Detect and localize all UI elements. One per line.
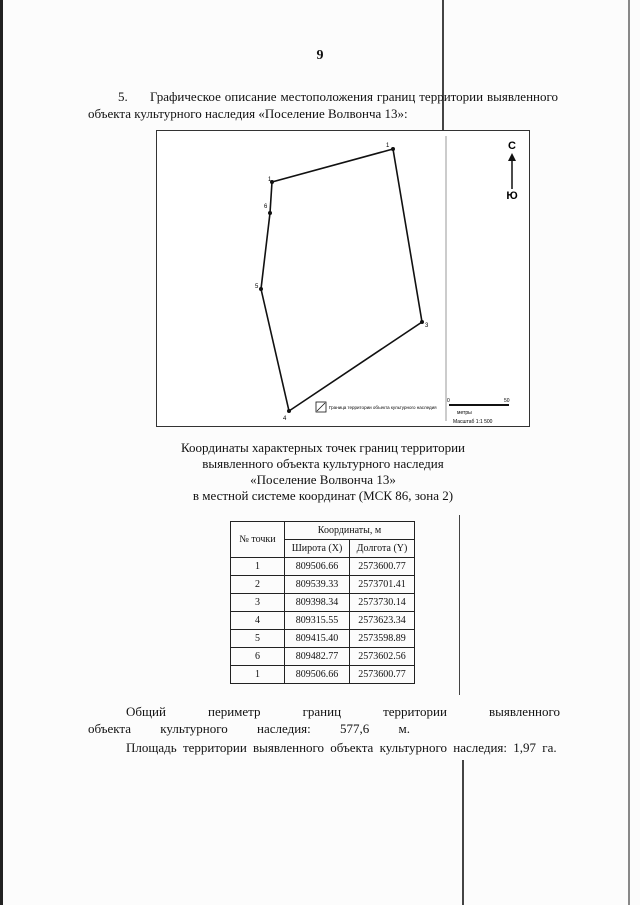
boundary-point: [259, 287, 263, 291]
map-drawing: [157, 131, 529, 426]
cell-y: 2573701.41: [350, 576, 415, 594]
table-row: [231, 630, 415, 648]
legend-text: Граница территории объекта культурного наследия: [329, 405, 437, 410]
boundary-map: [156, 130, 530, 427]
cell-y: 2573623.34: [350, 612, 415, 630]
cell-x: 809539.33: [285, 576, 350, 594]
boundary-polygon: [261, 149, 422, 411]
table-row: [231, 648, 415, 666]
caption-line: «Поселение Волвонча 13»: [250, 472, 396, 487]
point-label-3: 4: [283, 416, 287, 422]
perimeter-text: Общий периметр границ территории выявленного объекта культурного наследия: 577,6 м.: [88, 704, 560, 736]
cell-x: 809506.66: [285, 666, 350, 684]
point-label-2: 3: [425, 323, 429, 329]
cell-y: 2573598.89: [350, 630, 415, 648]
header-coords: Координаты, м: [285, 522, 415, 540]
table-row: [231, 612, 415, 630]
header-lon: Долгота (Y): [350, 540, 415, 558]
scale-start: 0: [447, 398, 450, 404]
caption-line: выявленного объекта культурного наследия: [202, 456, 444, 471]
perimeter-paragraph: [88, 703, 560, 737]
section-number: 5.: [118, 89, 128, 104]
point-label-5: 6: [264, 204, 268, 210]
cell-x: 809415.40: [285, 630, 350, 648]
cell-point: 6: [231, 648, 285, 666]
area-paragraph: [88, 739, 560, 756]
point-label-1: 1: [386, 143, 390, 149]
coordinates-table: [230, 521, 415, 684]
point-label-6: 1: [268, 177, 272, 183]
header-point: № точки: [231, 522, 285, 558]
scan-artifact-line: [459, 515, 460, 695]
cell-point: 5: [231, 630, 285, 648]
north-arrow-head-icon: [508, 153, 516, 161]
table-row: [231, 576, 415, 594]
cell-x: 809506.66: [285, 558, 350, 576]
caption-line: Координаты характерных точек границ территории: [181, 440, 465, 455]
boundary-point: [287, 409, 291, 413]
boundary-point: [391, 147, 395, 151]
section-title: Графическое описание местоположения границ территории выявленного объекта культурного наследия «Поселение Волвонча 13»:: [88, 89, 558, 121]
cell-x: 809482.77: [285, 648, 350, 666]
scale-end: 50: [504, 398, 510, 404]
cell-point: 3: [231, 594, 285, 612]
area-text: Площадь территории выявленного объекта культурного наследия: 1,97 га.: [126, 740, 557, 755]
header-lat: Широта (X): [285, 540, 350, 558]
table-row: [231, 558, 415, 576]
cell-y: 2573730.14: [350, 594, 415, 612]
section-heading: [88, 88, 558, 122]
south-label: Ю: [506, 190, 518, 202]
scale-unit: метры: [457, 410, 472, 416]
scale-text: Масштаб 1:1 500: [453, 419, 493, 425]
boundary-point: [420, 320, 424, 324]
table-row: [231, 594, 415, 612]
point-label-4: 5: [255, 284, 259, 290]
north-label: С: [508, 140, 516, 152]
cell-x: 809315.55: [285, 612, 350, 630]
scan-edge: [0, 0, 3, 905]
boundary-point: [268, 211, 272, 215]
cell-y: 2573600.77: [350, 666, 415, 684]
scan-artifact-line: [462, 760, 464, 905]
cell-x: 809398.34: [285, 594, 350, 612]
cell-y: 2573602.56: [350, 648, 415, 666]
cell-point: 2: [231, 576, 285, 594]
caption-line: в местной системе координат (МСК 86, зона 2): [192, 488, 454, 503]
cell-y: 2573600.77: [350, 558, 415, 576]
scan-edge-right: [628, 0, 630, 905]
cell-point: 4: [231, 612, 285, 630]
cell-point: 1: [231, 558, 285, 576]
table-row: [231, 666, 415, 684]
page-number: 9: [316, 48, 324, 63]
table-caption: [88, 440, 558, 504]
cell-point: 1: [231, 666, 285, 684]
legend-symbol-line: [317, 403, 325, 411]
